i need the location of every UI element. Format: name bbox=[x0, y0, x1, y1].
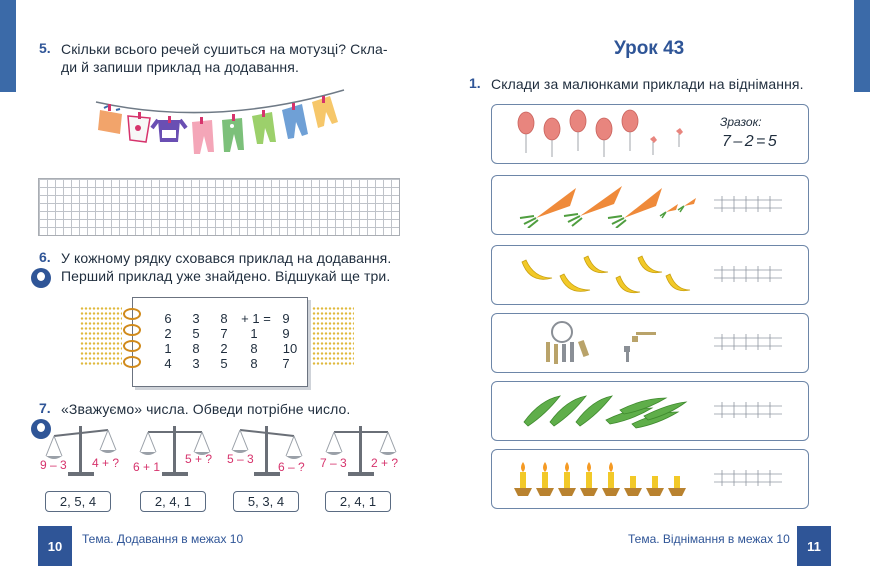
cell: 8 bbox=[220, 311, 228, 326]
clothesline-illustration bbox=[94, 86, 350, 162]
ring-icon bbox=[123, 340, 141, 352]
scale-4-left-label: 7 – 3 bbox=[320, 456, 347, 470]
scale-2-left-label: 6 + 1 bbox=[133, 460, 161, 474]
task5-number: 5. bbox=[39, 40, 51, 56]
task5-line2: ди й запиши приклад на додавання. bbox=[61, 59, 299, 75]
cell: 2 bbox=[164, 326, 172, 341]
cell: 9 bbox=[282, 311, 290, 326]
cell: 8 bbox=[250, 356, 258, 371]
cell: 1 bbox=[164, 341, 172, 356]
scale-4-right-label: 2 + ? bbox=[371, 456, 399, 470]
task5-line1: Скільки всього речей сушиться на мотузці? Скла- bbox=[61, 41, 388, 57]
ring-icon bbox=[123, 356, 141, 368]
cell: 7 bbox=[282, 356, 290, 371]
picture-frame-bananas bbox=[491, 245, 809, 305]
cell: 5 bbox=[192, 326, 200, 341]
cell: 8 bbox=[192, 341, 200, 356]
cell: 5 bbox=[220, 356, 228, 371]
cell: 8 bbox=[250, 341, 258, 356]
page-number-right: 11 bbox=[797, 526, 831, 566]
clothes-item-3 bbox=[152, 120, 186, 142]
answer-field[interactable] bbox=[714, 196, 782, 212]
cell: 4 bbox=[164, 356, 172, 371]
picture-frame-peas bbox=[491, 381, 809, 441]
sample-example: 7 – 2 = 5 bbox=[722, 133, 776, 150]
task5-answer-grid[interactable] bbox=[38, 178, 400, 236]
clothes-item-2 bbox=[128, 116, 150, 142]
dots-decoration-left bbox=[80, 306, 122, 366]
task6-line1: У кожному рядку сховався приклад на додавання. bbox=[61, 250, 392, 266]
cell: + 1 = bbox=[241, 311, 271, 326]
picture-frame-carrots bbox=[491, 175, 809, 235]
scale-1-right-label: 4 + ? bbox=[92, 456, 120, 470]
ring-icon bbox=[123, 324, 141, 336]
answer-field[interactable] bbox=[714, 470, 782, 486]
cell: 9 bbox=[282, 326, 290, 341]
scale-2-right-label: 5 + ? bbox=[185, 452, 213, 466]
answer-field[interactable] bbox=[714, 266, 782, 282]
cell: 7 bbox=[220, 326, 228, 341]
candles-illustration bbox=[512, 456, 702, 502]
lightbulb-icon bbox=[31, 268, 51, 288]
scale-3-options[interactable]: 5, 3, 4 bbox=[233, 491, 299, 512]
task6-line2: Перший приклад уже знайдено. Відшукай ще три. bbox=[61, 268, 391, 284]
cell: 6 bbox=[164, 311, 172, 326]
scale-1-left-label: 9 – 3 bbox=[40, 458, 67, 472]
answer-field[interactable] bbox=[714, 334, 782, 350]
picture-frame-balloons bbox=[491, 104, 809, 164]
sample-label: Зразок: bbox=[720, 115, 762, 129]
task1-number: 1. bbox=[469, 75, 481, 91]
cell: 1 bbox=[250, 326, 258, 341]
answer-field[interactable] bbox=[714, 402, 782, 418]
scale-2-options[interactable]: 2, 4, 1 bbox=[140, 491, 206, 512]
cell: 3 bbox=[192, 356, 200, 371]
right-edge-tab bbox=[854, 0, 870, 92]
page-number-left: 10 bbox=[38, 526, 72, 566]
dots-decoration-right bbox=[312, 306, 354, 366]
scale-3-left-label: 5 – 3 bbox=[227, 452, 254, 466]
task6-number: 6. bbox=[39, 249, 51, 265]
left-edge-tab bbox=[0, 0, 16, 92]
cell: 3 bbox=[192, 311, 200, 326]
task7-text: «Зважуємо» числа. Обведи потрібне число. bbox=[61, 401, 351, 417]
number-notebook bbox=[132, 297, 308, 387]
scale-3-right-label: 6 – ? bbox=[278, 460, 305, 474]
task7-number: 7. bbox=[39, 400, 51, 416]
cell: 10 bbox=[282, 341, 298, 356]
balloons-illustration bbox=[512, 109, 702, 159]
footer-topic-left: Тема. Додавання в межах 10 bbox=[82, 532, 244, 546]
peas-illustration bbox=[520, 390, 690, 432]
cell: 2 bbox=[220, 341, 228, 356]
picture-frame-candles bbox=[491, 449, 809, 509]
candle-row bbox=[514, 462, 686, 496]
clothes-item-4 bbox=[192, 120, 214, 154]
keys-illustration bbox=[532, 318, 682, 368]
bananas-illustration bbox=[516, 252, 706, 300]
clothes-item-5 bbox=[222, 118, 244, 152]
scale-4-options[interactable]: 2, 4, 1 bbox=[325, 491, 391, 512]
scales-illustrations bbox=[36, 420, 406, 482]
task1-text: Склади за малюнками приклади на віднімання. bbox=[491, 76, 804, 92]
picture-frame-keys bbox=[491, 313, 809, 373]
carrots-illustration bbox=[516, 182, 706, 228]
footer-topic-right: Тема. Віднімання в межах 10 bbox=[628, 532, 790, 546]
ring-icon bbox=[123, 308, 141, 320]
scale-1-options[interactable]: 2, 5, 4 bbox=[45, 491, 111, 512]
lesson-title: Урок 43 bbox=[614, 38, 685, 59]
